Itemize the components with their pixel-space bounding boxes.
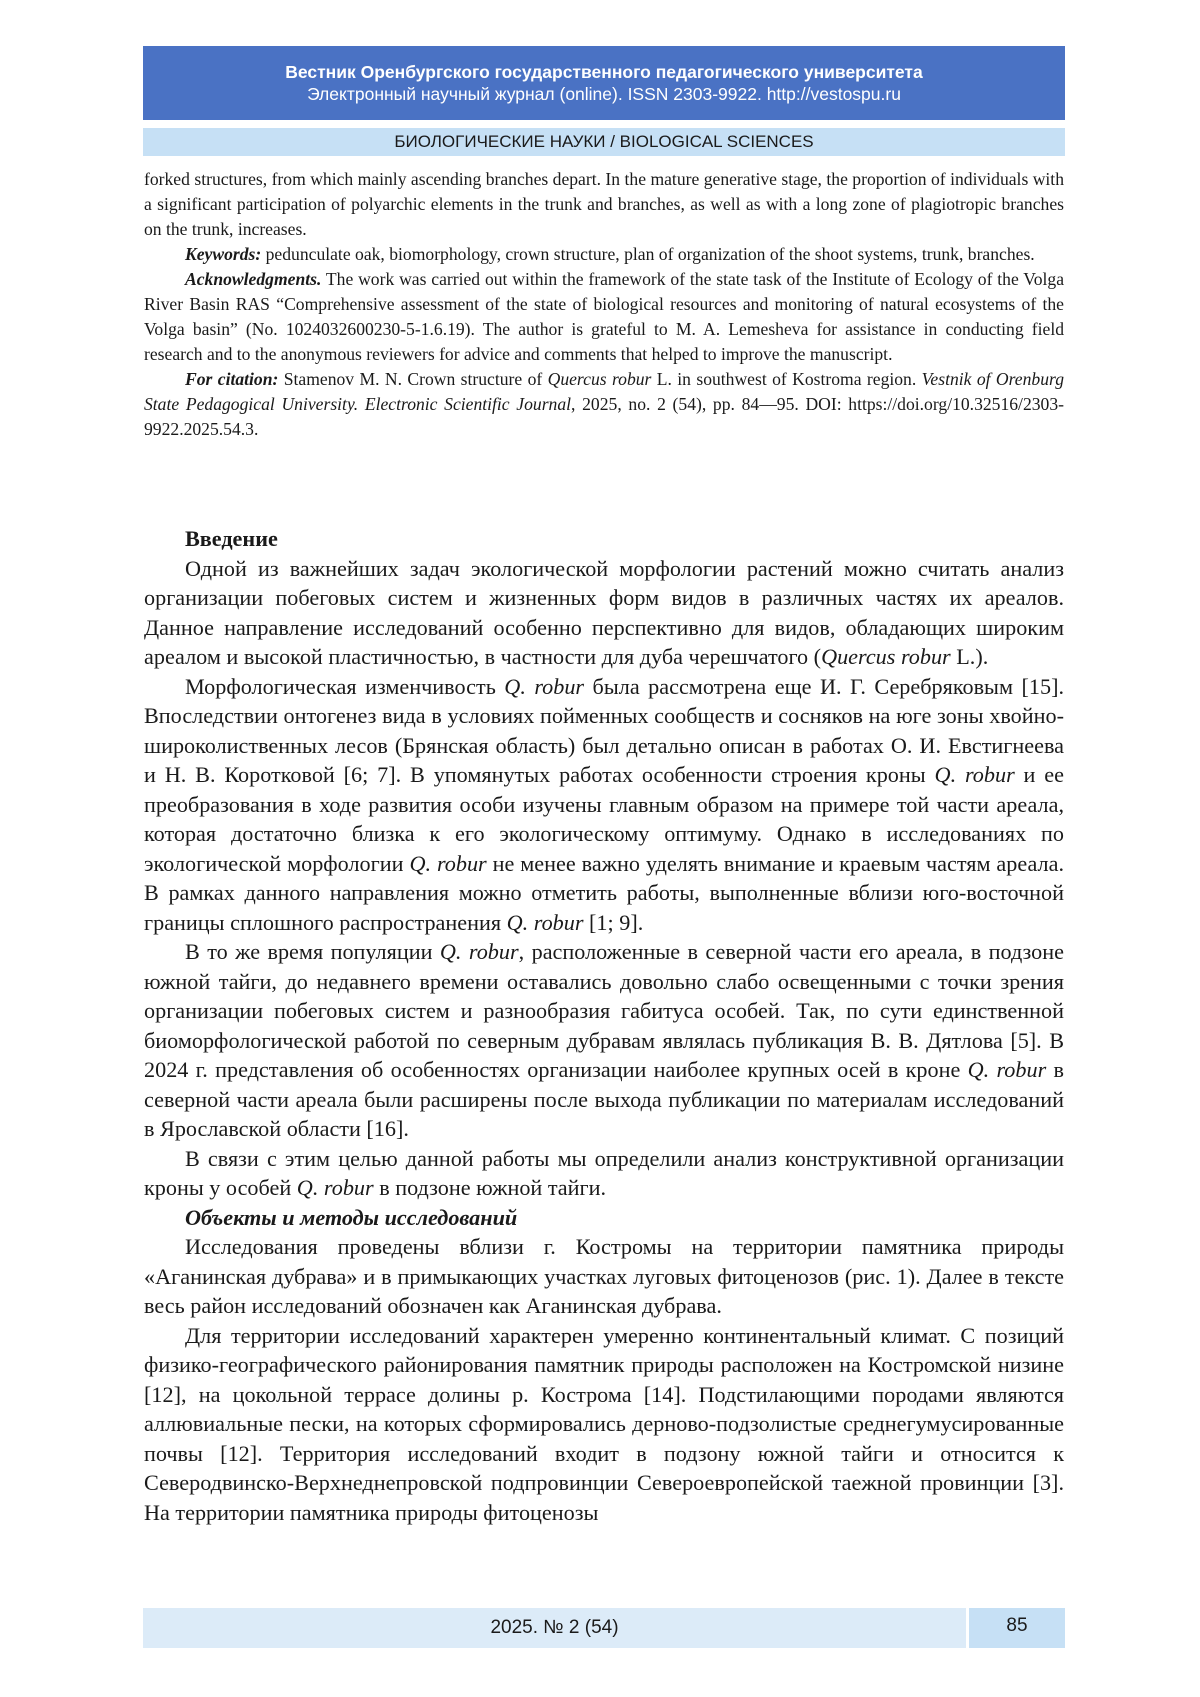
intro-heading: Введение (185, 526, 278, 551)
text: [1; 9]. (583, 909, 644, 935)
article-body (144, 524, 1064, 1527)
citation-journal: Vestnik of Orenburg State Pedagogical University. Electronic Scientific Journal (144, 369, 1064, 414)
species-name: Q. robur (967, 1057, 1047, 1082)
issue-footer: 2025. № 2 (54) (143, 1608, 966, 1648)
methods-heading: Объекты и методы исследований (185, 1204, 518, 1230)
species-name: Q. robur (439, 939, 519, 964)
citation-text: Stamenov M. N. Crown structure of (278, 369, 548, 389)
abstract (144, 167, 1064, 442)
text: L.). (950, 644, 989, 669)
text: не менее важно уделять внимание и краевым частям ареала. В рамках данного направления можно отметить работы, выполненные вблизи юго-восточной границы сплошного распространения (144, 850, 1065, 935)
paragraph: Исследования проведены вблизи г. Костромы на территории памятника природы «Аганинская дубрава» и в примыкающих участках луговых фитоценозов (рис. 1). Далее в тексте весь район исследований обозначен как Аганинская дубрава. (144, 1234, 1064, 1318)
keywords-label: Keywords: (185, 244, 262, 264)
section-label: БИОЛОГИЧЕСКИЕ НАУКИ / BIOLOGICAL SCIENCES (143, 128, 1065, 156)
citation-text: , 2025, no. 2 (54), pp. 84—95. DOI: https://doi.org/10.32516/2303-9922.2025.54.3. (144, 394, 1064, 439)
journal-subtitle: Электронный научный журнал (online). ISSN 2303-9922. http://vestospu.ru (307, 84, 901, 104)
paragraph (144, 1144, 1064, 1203)
species-name: Q. robur (504, 673, 585, 699)
keywords (144, 242, 1064, 267)
species-name: Q. robur (506, 909, 584, 935)
species-name: Quercus robur (821, 644, 951, 669)
text: в северной части ареала были расширены после выхода публикации по материалам исследований в Ярославской области [16]. (144, 1057, 1064, 1141)
species-name: Q. robur (296, 1175, 374, 1200)
text: В то же время популяции (185, 939, 440, 964)
text: была рассмотрена еще И. Г. Серебряковым [15]. Впоследствии онтогенез вида в условиях пойменных сообществ и сосняков на юге зоны хвойно-широколиственных лесов (Брянская область) был детально описан в работах О. И. Евстигнеева и Н. В. Коротковой [6; 7]. В упомянутых работах особенности строения кроны (144, 673, 1064, 787)
text: Морфологическая изменчивость (185, 673, 505, 699)
paragraph (144, 554, 1064, 672)
page-number: 85 (969, 1608, 1065, 1648)
species-name: Q. robur (409, 850, 487, 876)
acknowledgments (144, 267, 1064, 367)
species-name: Q. robur (934, 762, 1015, 787)
citation-label: For citation: (185, 369, 279, 389)
text: в подзоне южной тайги. (373, 1175, 607, 1200)
text: В связи с этим целью данной работы мы определили анализ конструктивной организации кроны у особей (144, 1145, 1064, 1200)
citation (144, 367, 1064, 442)
paragraph (144, 937, 1064, 1144)
journal-header (143, 46, 1065, 120)
text: и ее преобразования в ходе развития особи изучены главным образом на примере той части ареала, которая достаточно близка к его экологическому оптимуму. Однако в исследованиях по экологической морфологии (144, 762, 1064, 876)
paragraph (144, 672, 1064, 938)
citation-species: Quercus robur (547, 369, 652, 389)
text: , расположенные в северной части его ареала, в подзоне южной тайги, до недавнего времени оставались довольно слабо освещенными с точки зрения организации побеговых систем и разнообразия габитуса особей. Так, по сути единственной биоморфологической работой по северным дубравам являлась публикация В. В. Дятлова [5]. В 2024 г. представления об особенностях организации наиболее крупных осей в кроне (144, 939, 1064, 1082)
abstract-continuation: forked structures, from which mainly ascending branches depart. In the mature generative stage, the proportion of individuals with a significant participation of polyarchic elements in the trunk and branches, as well as with a long zone of plagiotropic branches on the trunk, increases. (144, 169, 1064, 239)
ack-text: The work was carried out within the framework of the state task of the Institute of Ecology of the Volga River Basin RAS “Comprehensive assessment of the state of biological resources and monitoring of natural ecosystems of the Volga basin” (No. 1024032600230-5-1.6.19). The author is grateful to M. A. Lemesheva for assistance in conducting field research and to the anonymous reviewers for advice and comments that helped to improve the manuscript. (144, 269, 1064, 364)
ack-label: Acknowledgments. (185, 269, 322, 289)
keywords-text: pedunculate oak, biomorphology, crown structure, plan of organization of the shoot systems, trunk, branches. (261, 244, 1035, 264)
journal-title: Вестник Оренбургского государственного педагогического университета (285, 62, 923, 82)
citation-text: L. in southwest of Kostroma region. (651, 369, 922, 389)
paragraph: Для территории исследований характерен умеренно континентальный климат. С позиций физико-географического районирования памятник природы расположен на Костромской низине [12], на цокольной террасе долины р. Кострома [14]. Подстилающими породами являются аллювиальные пески, на которых сформировались дерново-подзолистые среднегумусированные почвы [12]. Территория исследований входит в подзону южной тайги и относится к Северодвинско-Верхнеднепровской подпровинции Североевропейской таежной провинции [3]. На территории памятника природы фитоценозы (144, 1322, 1064, 1525)
text: Одной из важнейших задач экологической морфологии растений можно считать анализ организации побеговых систем и жизненных форм видов в различных частях их ареалов. Данное направление исследований особенно перспективно для видов, обладающих широким ареалом и высокой пластичностью, в частности для дуба черешчатого ( (144, 555, 1064, 669)
